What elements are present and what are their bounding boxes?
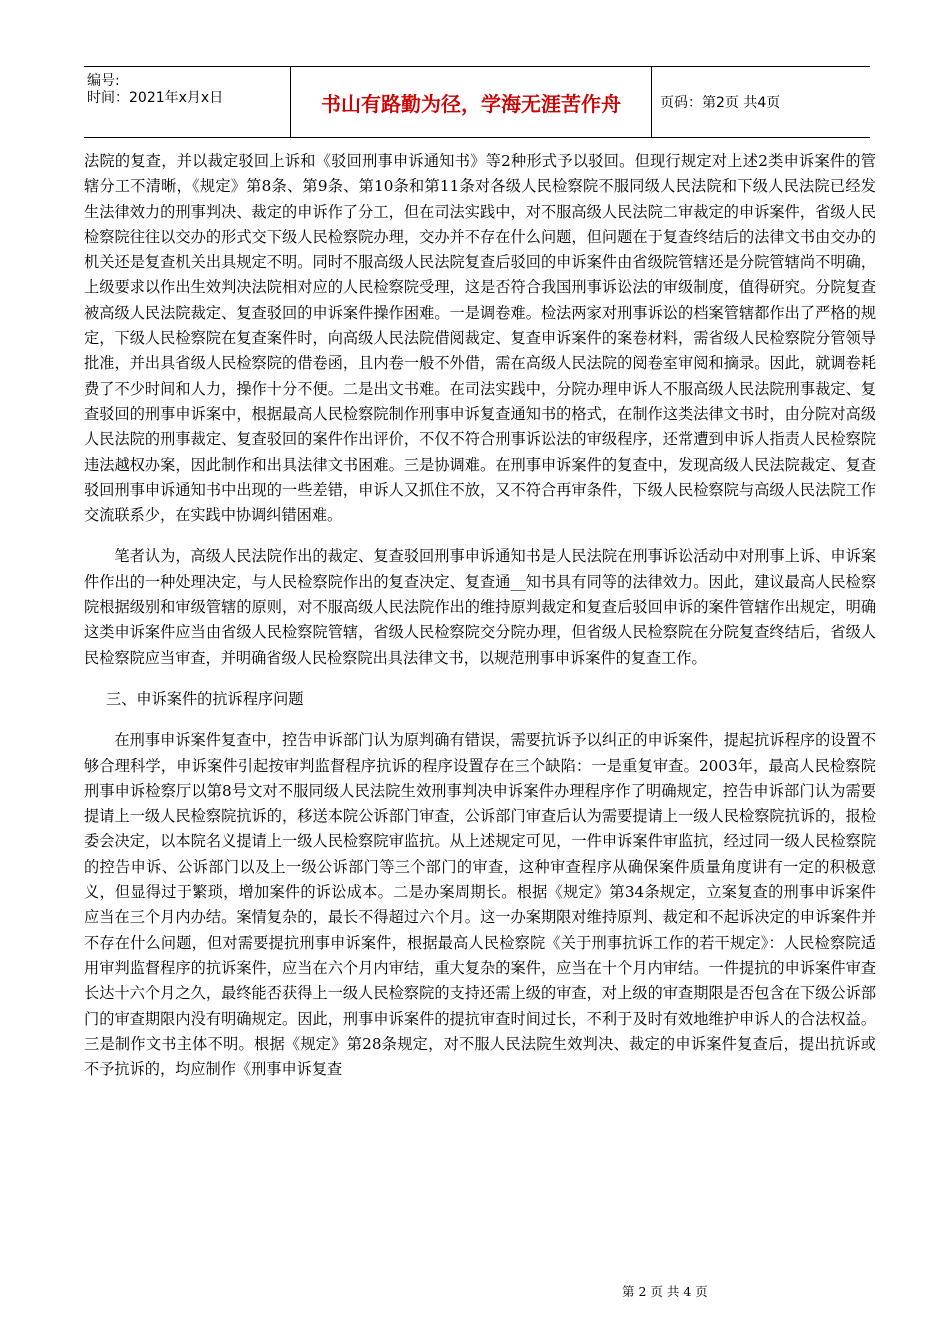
body-paragraph: 笔者认为，高级人民法院作出的裁定、复查驳回刑事申诉通知书是人民法院在刑事诉讼活动中对刑事上诉、申诉案件作出的一种处理决定，与人民检察院作出的复查决定、复查通__知书具有同等的法律效力。因此，建议最高人民检察院根据级别和审级管辖的原则，对不服高级人民法院作出的维持原判裁定和复查后驳回申诉的案件管辖作出规定，明确这类申诉案件应当由省级人民检察院管辖，省级人民检察院交分院办理，但省级人民检察院在分院复查终结后，省级人民检察院应当审查，并明确省级人民检察院出具法律文书，以规范刑事申诉案件的复查工作。 bbox=[84, 547, 876, 667]
section-heading: 三、申诉案件的抗诉程序问题 bbox=[106, 689, 304, 708]
header-meta bbox=[84, 67, 290, 137]
document-body bbox=[84, 149, 876, 1082]
header-motto: 书山有路勤为径，学海无涯苦作舟 bbox=[321, 91, 621, 116]
body-paragraph: 法院的复查，并以裁定驳回上诉和《驳回刑事申诉通知书》等2种形式予以驳回。但现行规定对上述2类申诉案件的管辖分工不清晰，《规定》第8条、第9条、第10条和第11条对各级人民检察院不服同级人民法院和下级人民法院已经发生法律效力的刑事判决、裁定的申诉作了分工，但在司法实践中，对不服高级人民法院二审裁定的申诉案件，省级人民检察院往往以交办的形式交下级人民检察院办理，交办并不存在什么问题，但问题在于复查终结后的法律文书由交办的机关还是复查机关出具规定不明。同时不服高级人民法院复查后驳回的申诉案件由省级院管辖还是分院管辖尚不明确，上级要求以作出生效判决法院相对应的人民检察院受理，这是否符合我国刑事诉讼法的审级制度，值得研究。分院复查被高级人民法院裁定、复查驳回的申诉案件操作困难。一是调卷难。检法两家对刑事诉讼的档案管辖都作出了严格的规定，下级人民检察院在复查案件时，向高级人民法院借阅裁定、复查申诉案件的案卷材料，需省级人民检察院分管领导批准，并出具省级人民检察院的借卷函，且内卷一般不外借，需在高级人民法院的阅卷室审阅和摘录。因此，就调卷耗费了不少时间和人力，操作十分不便。二是出文书难。在司法实践中，分院办理申诉人不服高级人民法院刑事裁定、复查驳回的刑事申诉案中，根据最高人民检察院制作刑事申诉复查通知书的格式，在制作这类法律文书时，由分院对高级人民法院的刑事裁定、复查驳回的案件作出评价，不仅不符合刑事诉讼法的审级程序，还常遭到申诉人指责人民检察院违法越权办案，因此制作和出具法律文书困难。三是协调难。在刑事申诉案件的复查中，发现高级人民法院裁定、复查驳回刑事申诉通知书中出现的一些差错，申诉人又抓住不放，又不符合再审条件，下级人民检察院与高级人民法院工作交流联系少，在实践中协调纠错困难。 bbox=[84, 152, 876, 525]
document-date-label: 时间：2021年x月x日 bbox=[87, 90, 224, 106]
header-motto-cell bbox=[290, 67, 652, 137]
header-page-number: 页码：第2页 共4页 bbox=[660, 95, 781, 111]
page-footer: 第 2 页 共 4 页 bbox=[622, 1284, 708, 1299]
body-paragraph: 在刑事申诉案件复查中，控告申诉部门认为原判确有错误，需要抗诉予以纠正的申诉案件，提起抗诉程序的设置不够合理科学，申诉案件引起按审判监督程序抗诉的程序设置存在三个缺陷：一是重复审查。2003年，最高人民检察院刑事申诉检察厅以第8号文对不服同级人民法院生效刑事判决申诉案件办理程序作了明确规定，控告申诉部门认为需要提请上一级人民检察院抗诉的，移送本院公诉部门审查，公诉部门审查后认为需要提请上一级人民检察院抗诉的，报检委会决定，以本院名义提请上一级人民检察院审监抗。从上述规定可见，一件申诉案件审监抗，经过同一级人民检察院的控告申诉、公诉部门以及上一级公诉部门等三个部门的审查，这种审查程序从确保案件质量角度讲有一定的积极意义，但显得过于繁琐，增加案件的诉讼成本。二是办案周期长。根据《规定》第34条规定，立案复查的刑事申诉案件应当在三个月内办结。案情复杂的，最长不得超过六个月。这一办案期限对维持原判、裁定和不起诉决定的申诉案件并不存在什么问题，但对需要提抗刑事申诉案件，根据最高人民检察院《关于刑事抗诉工作的若干规定》：人民检察院适用审判监督程序的抗诉案件，应当在六个月内审结，重大复杂的案件，应当在十个月内审结。一件提抗的申诉案件审查长达十六个月之久，最终能否获得上一级人民检察院的支持还需上级的审查，对上级的审查期限是否包含在下级公诉部门的审查期限内没有明确规定。因此，刑事申诉案件的提抗审查时间过长，不利于及时有效地维护申诉人的合法权益。三是制作文书主体不明。根据《规定》第28条规定，对不服人民法院生效判决、裁定的申诉案件复查后，提出抗诉或不予抗诉的，均应制作《刑事申诉复查 bbox=[84, 731, 876, 1079]
page-header bbox=[84, 66, 870, 138]
document-number-label: 编号: bbox=[87, 73, 120, 89]
